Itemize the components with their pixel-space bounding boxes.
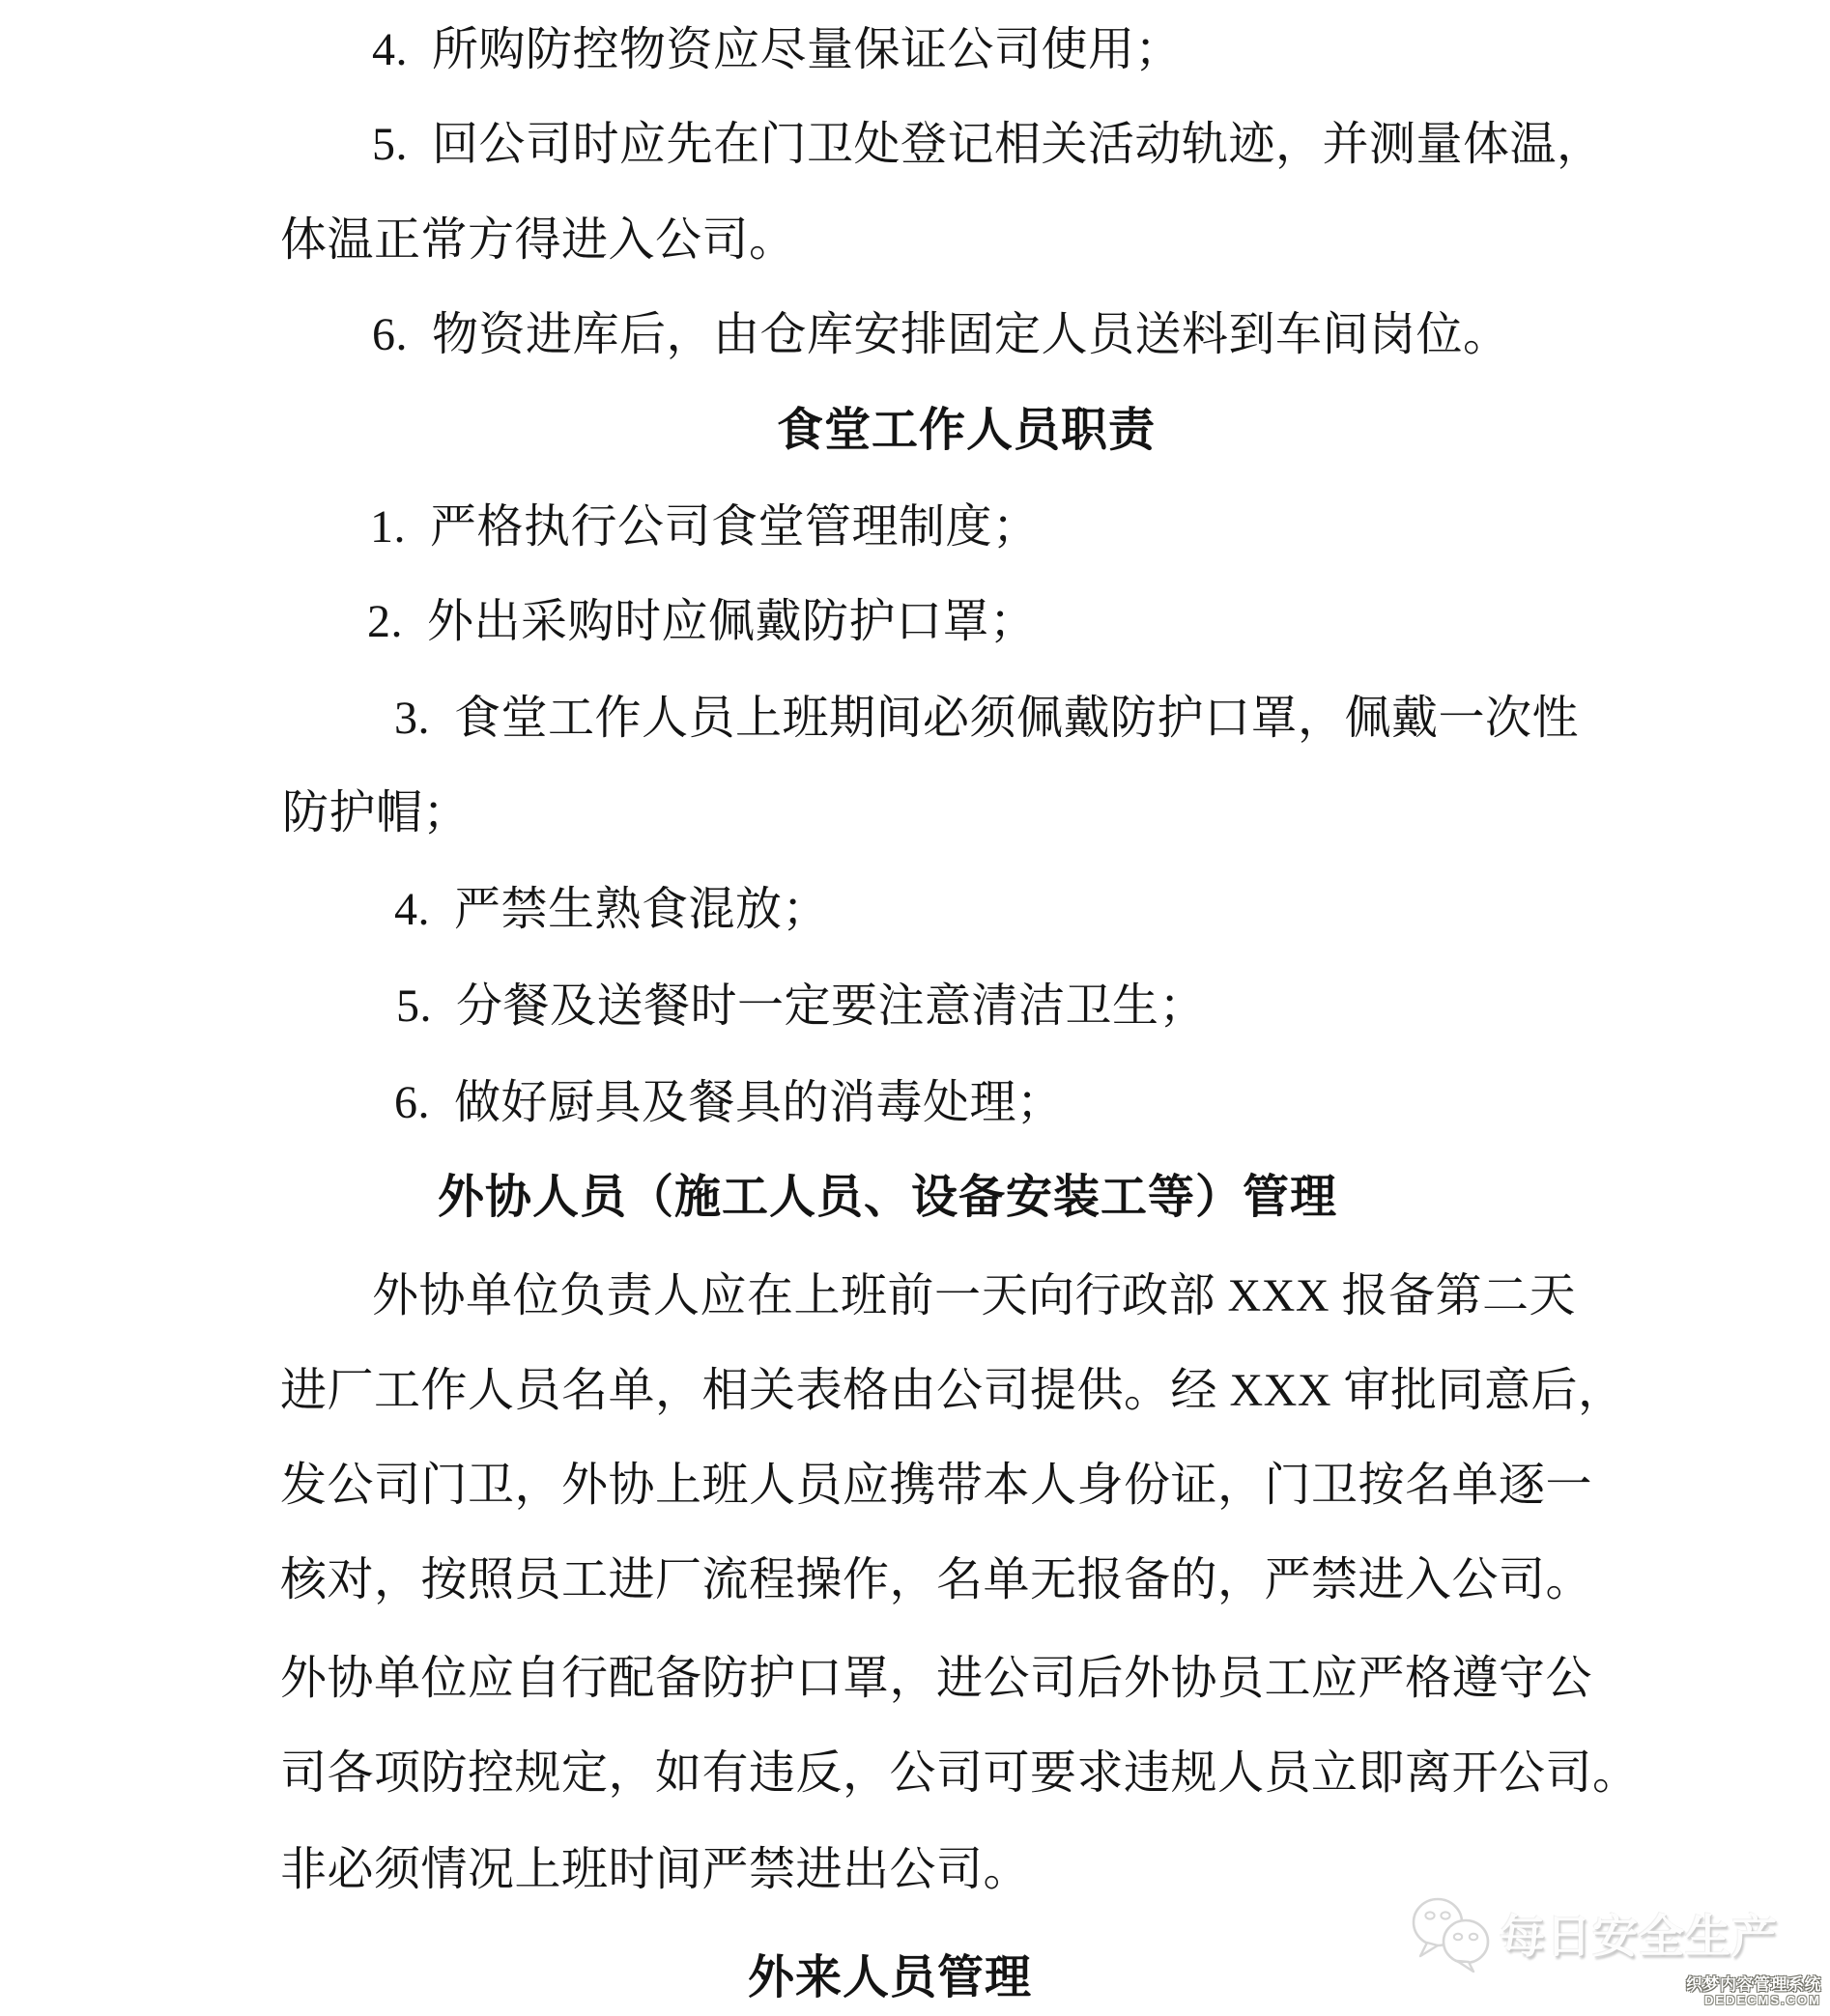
document-line: 3. 食堂工作人员上班期间必须佩戴防护口罩，佩戴一次性 bbox=[394, 693, 1580, 744]
document-line: 4. 严禁生熟食混放； bbox=[394, 884, 830, 935]
document-line: 5. 分餐及送餐时一定要注意清洁卫生； bbox=[396, 980, 1207, 1032]
dedecms-badge-domain: DEDECMS.COM bbox=[1704, 1993, 1821, 2007]
document-line: 进厂工作人员名单，相关表格由公司提供。经 XXX 审批同意后， bbox=[280, 1365, 1625, 1416]
document-line: 6. 物资进库后，由仓库安排固定人员送料到车间岗位。 bbox=[372, 309, 1510, 360]
document-line: 体温正常方得进入公司。 bbox=[280, 214, 796, 266]
document-line: 司各项防控规定，如有违反，公司可要求违规人员立即离开公司。 bbox=[280, 1747, 1640, 1799]
section-heading: 外来人员管理 bbox=[748, 1952, 1033, 2003]
document-line: 核对，按照员工进厂流程操作，名单无报备的，严禁进入公司。 bbox=[280, 1554, 1593, 1605]
wechat-icon bbox=[1411, 1895, 1492, 1973]
document-line: 外协单位应自行配备防护口罩，进公司后外协员工应严格遵守公 bbox=[280, 1653, 1593, 1704]
document-line: 1. 严格执行公司食堂管理制度； bbox=[370, 501, 1040, 553]
document-line: 外协单位负责人应在上班前一天向行政部 XXX 报备第二天 bbox=[372, 1270, 1576, 1321]
dedecms-badge-title: 织梦内容管理系统 bbox=[1686, 1975, 1821, 1994]
document-line: 4. 所购防控物资应尽量保证公司使用； bbox=[372, 24, 1183, 75]
section-heading: 食堂工作人员职责 bbox=[777, 405, 1157, 456]
document-line: 6. 做好厨具及餐具的消毒处理； bbox=[394, 1077, 1064, 1128]
document-line: 5. 回公司时应先在门卫处登记相关活动轨迹，并测量体温， bbox=[372, 119, 1604, 170]
section-heading: 外协人员（施工人员、设备安装工等）管理 bbox=[438, 1172, 1338, 1223]
dedecms-badge bbox=[1686, 1976, 1821, 2006]
document-line: 防护帽； bbox=[282, 787, 471, 838]
document-line: 发公司门卫，外协上班人员应携带本人身份证，门卫按名单逐一 bbox=[280, 1460, 1593, 1511]
wechat-watermark bbox=[1411, 1895, 1778, 1973]
document-line: 2. 外出采购时应佩戴防护口罩； bbox=[367, 596, 1037, 647]
watermark-brand-text: 每日安全生产 bbox=[1500, 1911, 1778, 1962]
document-line: 非必须情况上班时间严禁进出公司。 bbox=[280, 1844, 1031, 1895]
